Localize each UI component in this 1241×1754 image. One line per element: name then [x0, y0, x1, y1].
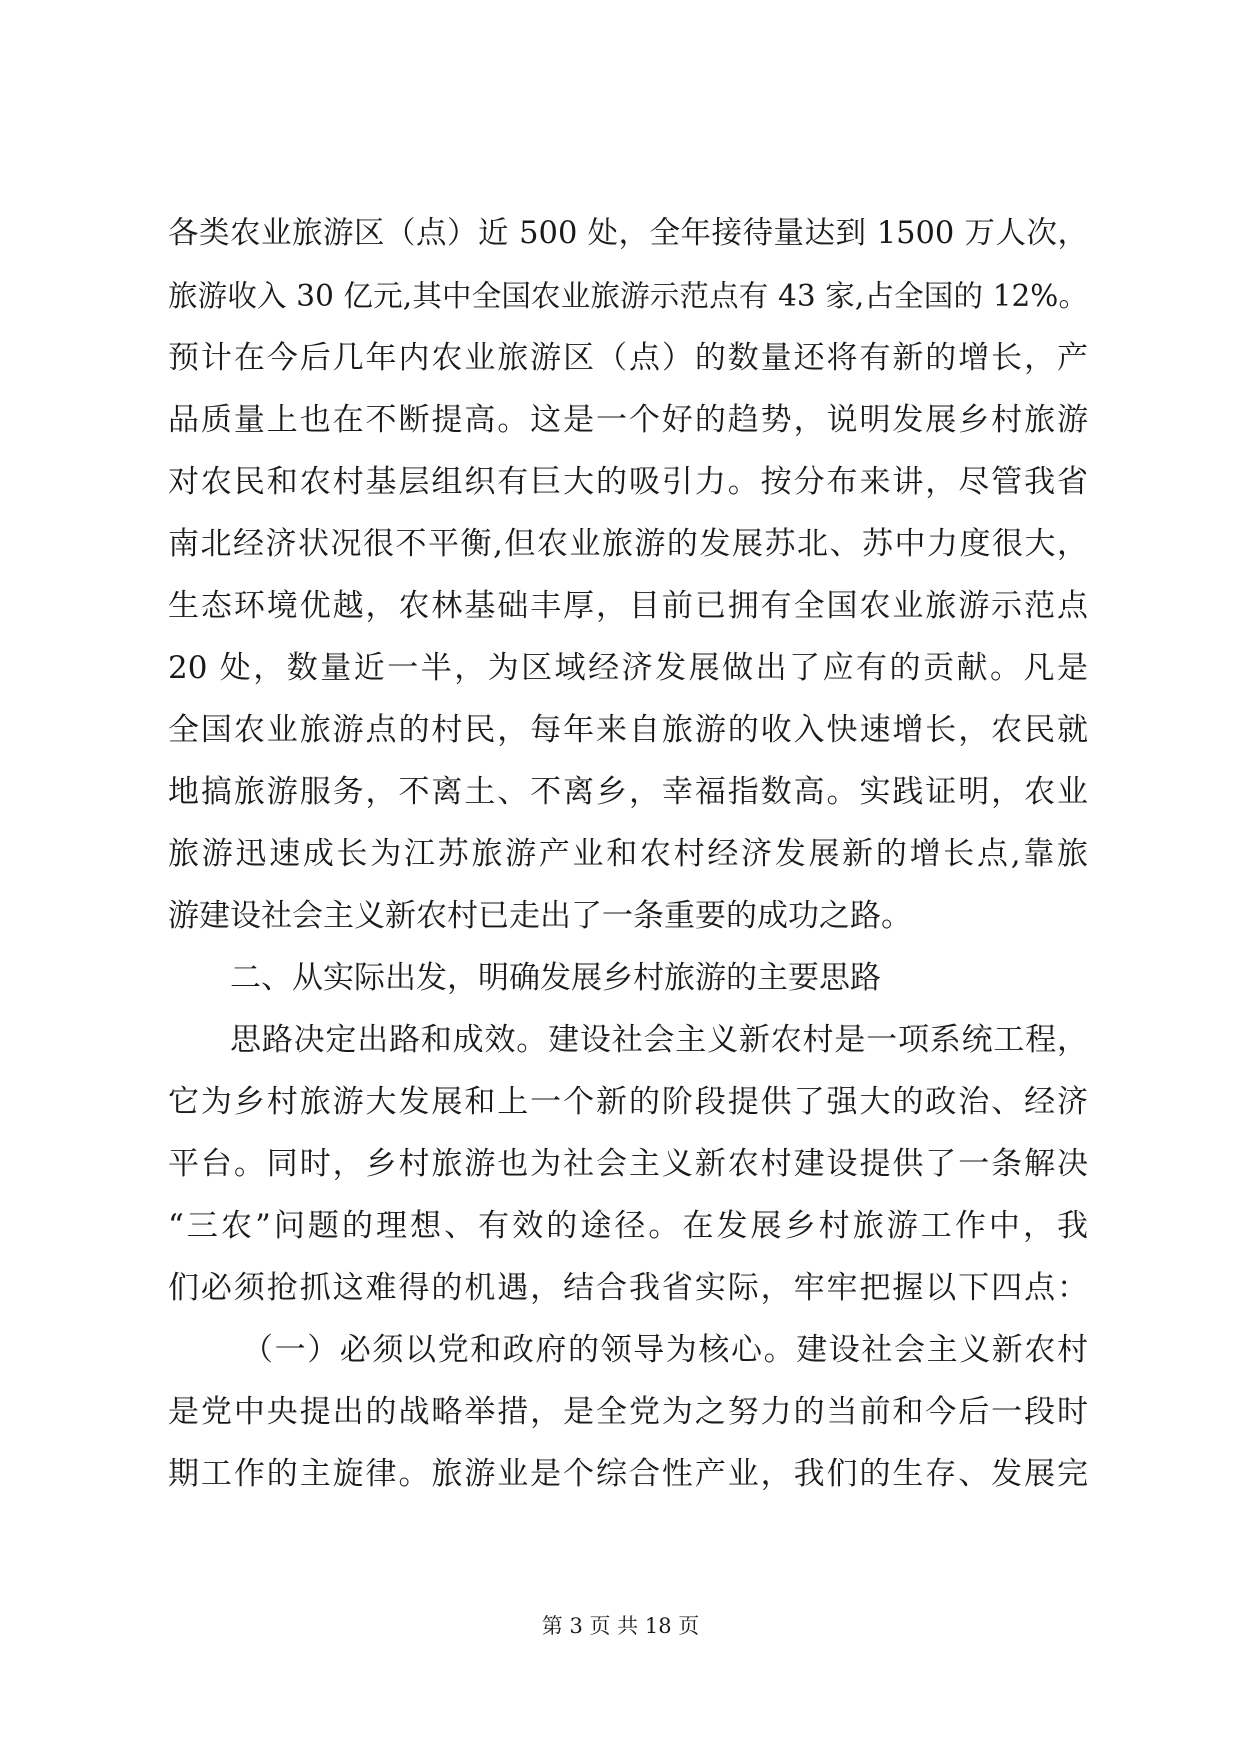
text-line: 生态环境优越，农林基础丰厚，目前已拥有全国农业旅游示范点 — [168, 588, 1088, 624]
text-line: 预计在今后几年内农业旅游区（点）的数量还将有新的增长，产 — [168, 340, 1088, 376]
text-line: 它为乡村旅游大发展和上一个新的阶段提供了强大的政治、经济 — [168, 1084, 1088, 1120]
paragraph-first-line: 思路决定出路和成效。建设社会主义新农村是一项系统工程， — [230, 1022, 1088, 1058]
text-line: 们必须抢抓这难得的机遇，结合我省实际，牢牢把握以下四点： — [168, 1270, 1088, 1306]
text-line: 期工作的主旋律。旅游业是个综合性产业，我们的生存、发展完 — [168, 1456, 1088, 1492]
text-line: 旅游收入 30 亿元,其中全国农业旅游示范点有 43 家,占全国的 12%。 — [168, 279, 1088, 313]
text-line: 品质量上也在不断提高。这是一个好的趋势，说明发展乡村旅游 — [168, 402, 1088, 438]
section-heading: 二、从实际出发，明确发展乡村旅游的主要思路 — [230, 960, 881, 996]
text-line: 平台。同时，乡村旅游也为社会主义新农村建设提供了一条解决 — [168, 1146, 1088, 1182]
text-line: 南北经济状况很不平衡,但农业旅游的发展苏北、苏中力度很大， — [168, 526, 1088, 562]
text-line: 地搞旅游服务，不离土、不离乡，幸福指数高。实践证明，农业 — [168, 774, 1088, 810]
text-line: 对农民和农村基层组织有巨大的吸引力。按分布来讲，尽管我省 — [168, 464, 1088, 500]
text-line: 20 处，数量近一半，为区域经济发展做出了应有的贡献。凡是 — [168, 650, 1088, 686]
page-footer: 第 3 页 共 18 页 — [541, 1614, 700, 1638]
paragraph-last-line: 游建设社会主义新农村已走出了一条重要的成功之路。 — [168, 898, 912, 934]
subsection-first-line: （一）必须以党和政府的领导为核心。建设社会主义新农村 — [242, 1332, 1088, 1368]
text-line: 各类农业旅游区（点）近 500 处，全年接待量达到 1500 万人次， — [168, 216, 1088, 251]
text-line: 是党中央提出的战略举措，是全党为之努力的当前和今后一段时 — [168, 1394, 1088, 1430]
text-line: 旅游迅速成长为江苏旅游产业和农村经济发展新的增长点,靠旅 — [168, 836, 1088, 872]
text-line: 全国农业旅游点的村民，每年来自旅游的收入快速增长，农民就 — [168, 712, 1088, 748]
text-line: “三农”问题的理想、有效的途径。在发展乡村旅游工作中，我 — [168, 1208, 1088, 1244]
body-text — [168, 203, 1088, 1505]
